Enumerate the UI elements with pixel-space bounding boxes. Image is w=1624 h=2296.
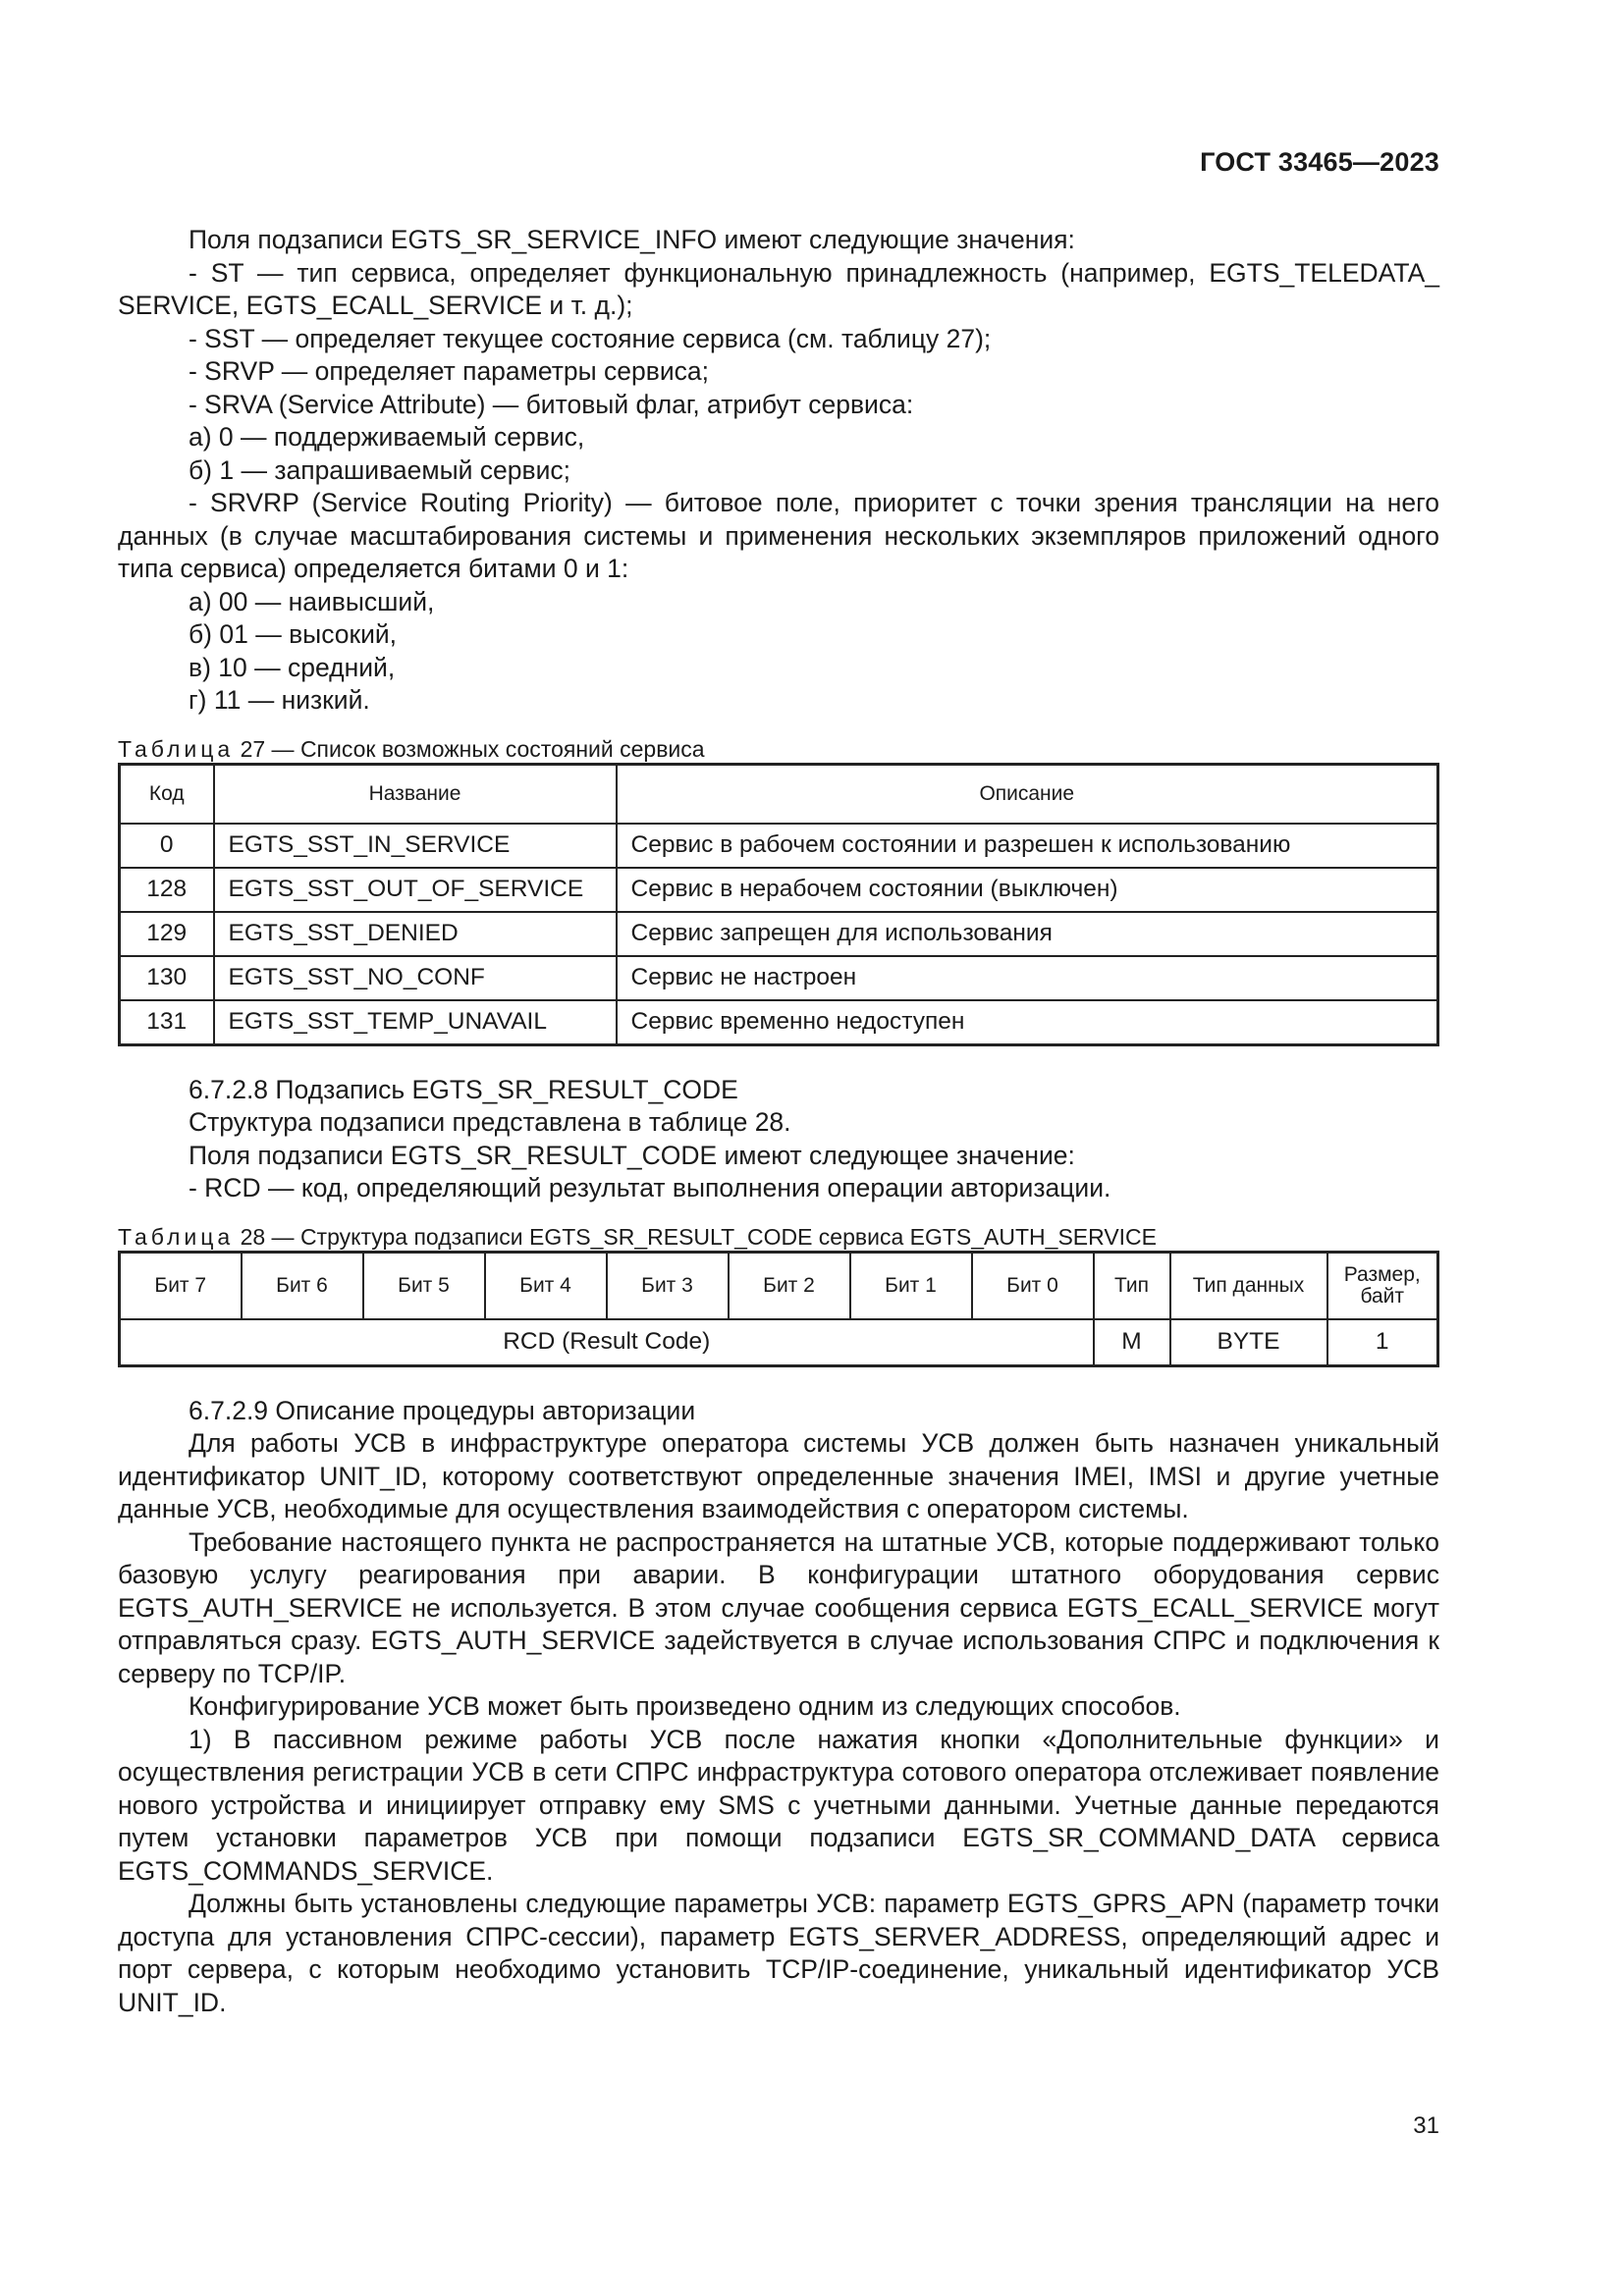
page-number: 31 [1413, 2112, 1439, 2139]
cell-name: EGTS_SST_TEMP_UNAVAIL [214, 1000, 617, 1045]
column-header-type: Тип [1094, 1252, 1170, 1319]
cell-name: EGTS_SST_IN_SERVICE [214, 824, 617, 868]
caption-label: Таблица [118, 1223, 235, 1250]
list-item: а) 00 — наивысший, [189, 586, 435, 616]
column-header-size: Размер, байт [1327, 1252, 1438, 1319]
column-header-bit6: Бит 6 [242, 1252, 363, 1319]
paragraph: Поля подзаписи EGTS_SR_RESULT_CODE имеют следующее значение: [189, 1140, 1075, 1170]
paragraph: - ST — тип сервиса, определяет функциональную принадлежность (например, EGTS_TELEDATA_ SERVICE, EGTS_ECALL_SERVICE и т. д.); [118, 257, 1439, 320]
cell-code: 130 [120, 956, 214, 1000]
column-header-bit1: Бит 1 [850, 1252, 972, 1319]
list-item: в) 10 — средний, [189, 652, 396, 682]
column-header-code: Код [120, 764, 214, 824]
standard-header: ГОСТ 33465—2023 [1200, 147, 1439, 177]
cell-code: 128 [120, 868, 214, 912]
column-header-name: Название [214, 764, 617, 824]
paragraph: - RCD — код, определяющий результат выполнения операции авторизации. [189, 1173, 1111, 1202]
table-row [120, 1000, 1438, 1045]
paragraph: Поля подзаписи EGTS_SR_SERVICE_INFO имеют следующие значения: [189, 225, 1075, 254]
section-heading: 6.7.2.9 Описание процедуры авторизации [189, 1395, 696, 1425]
list-item: г) 11 — низкий. [189, 685, 370, 715]
table-28-caption [118, 1223, 1439, 1251]
column-header-bit2: Бит 2 [729, 1252, 850, 1319]
table-header-row [120, 764, 1438, 824]
cell-type: M [1094, 1319, 1170, 1366]
column-header-bit7: Бит 7 [120, 1252, 242, 1319]
paragraph: Требование настоящего пункта не распространяется на штатные УСВ, которые поддерживают только базовую услугу реагирования при аварии. В конфигурации штатного оборудования сервис EGTS_AUTH_SERVICE не используется. В этом случае сообщения сервиса EGTS_ECALL_SERVICE могут отправляться сразу. EGTS_AUTH_SERVICE задействуется в случае использования СПРС и подключения к серверу по TCP/IP. [118, 1526, 1439, 1688]
list-item: б) 1 — запрашиваемый сервис; [189, 454, 571, 485]
cell-data-type: BYTE [1170, 1319, 1327, 1366]
table-row [120, 956, 1438, 1000]
paragraph: Структура подзаписи представлена в таблице 28. [189, 1107, 791, 1137]
caption-text: 28 — Структура подзаписи EGTS_SR_RESULT_CODE сервиса EGTS_AUTH_SERVICE [240, 1223, 1158, 1250]
section-heading: 6.7.2.8 Подзапись EGTS_SR_RESULT_CODE [189, 1074, 738, 1104]
paragraph: Для работы УСВ в инфраструктуре оператора системы УСВ должен быть назначен уникальный идентификатор UNIT_ID, которому соответствуют определенные значения IMEI, IMSI и другие учетные данные УСВ, необходимые для осуществления взаимодействия с оператором системы. [118, 1428, 1439, 1523]
table-header-row [120, 1252, 1438, 1319]
cell-description: Сервис не настроен [617, 956, 1438, 1000]
caption-label: Таблица [118, 735, 235, 762]
cell-description: Сервис в рабочем состоянии и разрешен к использованию [617, 824, 1438, 868]
paragraph: - SST — определяет текущее состояние сервиса (см. таблицу 27); [189, 323, 992, 353]
cell-description: Сервис в нерабочем состоянии (выключен) [617, 868, 1438, 912]
page-content [118, 224, 1439, 2019]
cell-name: EGTS_SST_OUT_OF_SERVICE [214, 868, 617, 912]
column-header-bit5: Бит 5 [363, 1252, 485, 1319]
table-27 [118, 763, 1439, 1046]
paragraph: Конфигурирование УСВ может быть произведено одним из следующих способов. [189, 1691, 1181, 1721]
table-27-caption [118, 735, 1439, 763]
column-header-data-type: Тип данных [1170, 1252, 1327, 1319]
cell-description: Сервис запрещен для использования [617, 912, 1438, 956]
caption-text: 27 — Список возможных состояний сервиса [240, 735, 705, 762]
paragraph: - SRVRP (Service Routing Priority) — битовое поле, приоритет с точки зрения трансляции на него данных (в случае масштабирования системы и применения нескольких экземпляров приложений одного типа сервиса) определяется битами 0 и 1: [118, 488, 1439, 583]
table-28 [118, 1251, 1439, 1367]
column-header-bit0: Бит 0 [972, 1252, 1094, 1319]
cell-code: 129 [120, 912, 214, 956]
paragraph: 1) В пассивном режиме работы УСВ после нажатия кнопки «Дополнительные функции» и осуществления регистрации УСВ в сети СПРС инфраструктура сотового оператора отслеживает появление нового устройства и инициирует отправку ему SMS с учетными данными. Учетные данные передаются путем установки параметров УСВ при помощи подзаписи EGTS_SR_COMMAND_DATA сервиса EGTS_COMMANDS_SERVICE. [118, 1724, 1439, 1886]
cell-field: RCD (Result Code) [120, 1319, 1094, 1366]
cell-code: 131 [120, 1000, 214, 1045]
cell-size: 1 [1327, 1319, 1438, 1366]
paragraph: - SRVP — определяет параметры сервиса; [189, 356, 709, 386]
cell-code: 0 [120, 824, 214, 868]
paragraph: Должны быть установлены следующие параметры УСВ: параметр EGTS_GPRS_APN (параметр точки доступа для установления СПРС-сессии), параметр EGTS_SERVER_ADDRESS, определяющий адрес и порт сервера, с которым необходимо установить TCP/IP-соединение, уникальный идентификатор УСВ UNIT_ID. [118, 1889, 1439, 2017]
table-row [120, 1319, 1438, 1366]
cell-name: EGTS_SST_DENIED [214, 912, 617, 956]
table-row [120, 824, 1438, 868]
cell-description: Сервис временно недоступен [617, 1000, 1438, 1045]
table-row [120, 912, 1438, 956]
column-header-bit4: Бит 4 [485, 1252, 607, 1319]
column-header-bit3: Бит 3 [607, 1252, 729, 1319]
list-item: б) 01 — высокий, [189, 619, 398, 649]
cell-name: EGTS_SST_NO_CONF [214, 956, 617, 1000]
paragraph: - SRVA (Service Attribute) — битовый флаг, атрибут сервиса: [189, 389, 914, 419]
column-header-description: Описание [617, 764, 1438, 824]
table-row [120, 868, 1438, 912]
list-item: а) 0 — поддерживаемый сервис, [189, 422, 585, 452]
